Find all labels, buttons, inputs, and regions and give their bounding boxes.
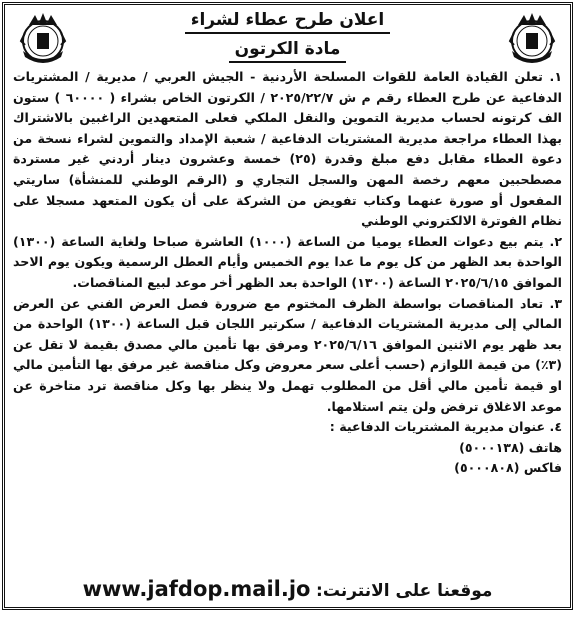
ad-title: اعلان طرح عطاء لشراء xyxy=(185,9,390,34)
address-block xyxy=(13,417,562,479)
ad-header xyxy=(85,9,490,63)
ad-body xyxy=(13,67,562,479)
address-heading: ٤. عنوان مديرية المشتريات الدفاعية : xyxy=(329,419,562,435)
tender-advertisement xyxy=(2,2,573,610)
website-url[interactable]: www.jafdop.mail.jo xyxy=(82,577,311,601)
jaf-crest-icon-right xyxy=(504,11,560,67)
jaf-crest-icon-left xyxy=(15,11,71,67)
website-label: موقعنا على الانترنت: xyxy=(316,581,493,601)
phone-number: هاتف (٥٠٠٠١٣٨) xyxy=(459,439,562,455)
ad-subtitle: مادة الكرتون xyxy=(229,38,347,63)
clause-3: ٣. تعاد المناقصات بواسطة الظرف المختوم مع ضرورة فصل العرض الفني عن العرض المالي إلى مديرية المشتريات الدفاعية / سكرتير اللجان قبل الساعة (١٣٠٠) الواحدة من بعد ظهر يوم الاثنين الموافق ٢٠٢٥/٦/١٦ ومرفق بها تأمين مالي مصدق بقيمة لا تقل عن (٣٪) من قيمة اللوازم (حسب أعلى سعر معروض وكل مناقصة غير مرفق بها التأمين مالي او قيمة تأمين مالي أقل من المطلوب تهمل ولا ينظر بها وكل مناقصة ترد متاخرة عن موعد الاغلاق ترفض ولن يتم استلامها. xyxy=(13,295,562,414)
clause-2: ٢. يتم بيع دعوات العطاء يوميا من الساعة (١٠٠٠) العاشرة صباحا ولغاية الساعة (١٣٠٠) الواحدة بعد الظهر من كل يوم ما عدا يوم الخميس وأيام العطل الرسمية ويكون يوم الاحد الموافق ٢٠٢٥/٦/١٥ الساعة (١٣٠٠) الواحدة بعد الظهر أخر موعد لبيع المناقصات. xyxy=(13,233,563,290)
fax-number: فاكس (٥٠٠٠٨٠٨) xyxy=(454,460,562,476)
website-line xyxy=(13,577,562,601)
clause-1: ١. تعلن القيادة العامة للقوات المسلحة الأردنية - الجيش العربي / مديرية / المشتريات الدفاعية عن طرح العطاء رقم م ش ٢٠٢٥/٢٢/٧ / الكرتون الخاص بشراء ( ٦٠٠٠٠ ) ستون الف كرتونه لحساب مديرية التموين والنقل الملكي فعلى المتعهدين الراغبين بالاشتراك بهذا العطاء مراجعة مديرية المشتريات الدفاعية / شعبة الإمداد والتموين لشراء نسخة من دعوة العطاء مقابل دفع مبلغ وقدرة (٢٥) خمسة وعشرون دينار أردني غير مستردة مصطحبين معهم رخصة المهن والسجل التجاري و (الرقم الوطني للمنشأة) ساريتي المفعول أو صورة عنهما وكتاب تفويض من الشركة على أن يكون المتعهد مسجلا على نظام الفوترة الالكتروني الوطني xyxy=(13,69,562,229)
